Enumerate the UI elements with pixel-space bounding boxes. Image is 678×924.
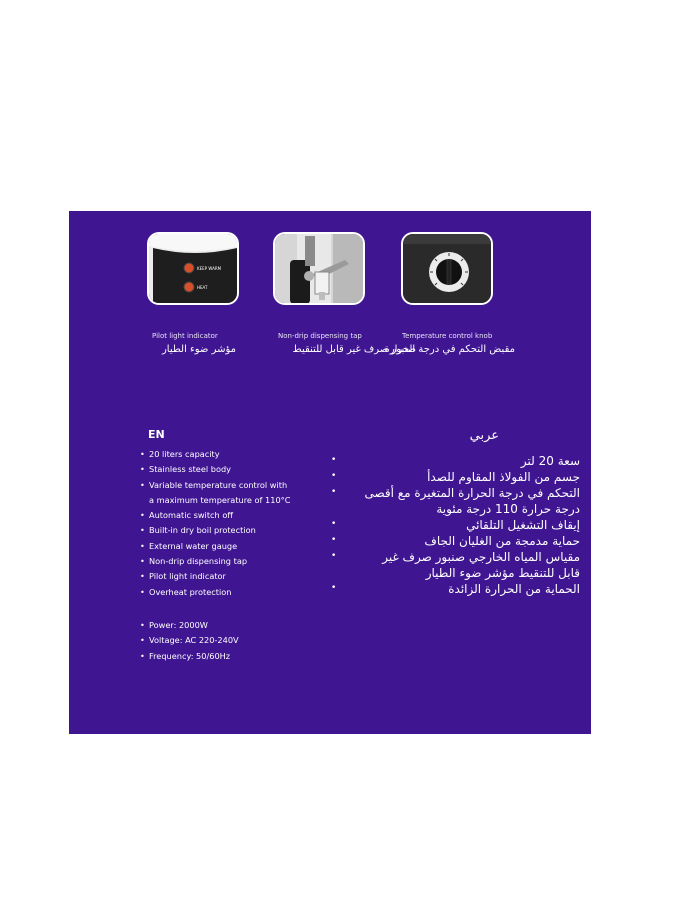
caption-temperature-knob: Temperature control knob <box>402 332 493 340</box>
list-item: إيقاف التشغيل التلقائي <box>466 518 580 532</box>
ar-bullets: • • • • • • • <box>331 455 337 593</box>
list-item: درجة حرارة 110 درجة مئوية <box>436 502 580 516</box>
list-item: • Stainless steel body <box>140 462 290 477</box>
product-feature-panel <box>69 211 591 734</box>
caption-ar-pilot-light: مؤشر ضوء الطيار <box>161 344 236 355</box>
caption-ar-temperature-knob: مقبض التحكم في درجة الحرارة <box>384 344 515 355</box>
dispensing-tap-image <box>273 232 365 305</box>
en-spec-list <box>140 618 239 664</box>
en-heading: EN <box>148 428 165 441</box>
list-item: • 20 liters capacity <box>140 447 290 462</box>
list-item: • Overheat protection <box>140 585 290 600</box>
list-item: قابل للتنقيط مؤشر ضوء الطيار <box>425 566 580 580</box>
en-feature-list <box>140 447 290 600</box>
ar-heading: عربي <box>469 428 499 443</box>
list-item: مقياس المياه الخارجي صنبور صرف غير <box>382 550 580 564</box>
list-item: • Voltage: AC 220-240V <box>140 633 239 648</box>
list-item: الحماية من الحرارة الزائدة <box>448 582 580 596</box>
list-item: • Frequency: 50/60Hz <box>140 649 239 664</box>
list-item: التحكم في درجة الحرارة المتغيرة مع أقصى <box>364 486 580 500</box>
list-item: • External water gauge <box>140 539 290 554</box>
heat-label: HEAT <box>197 285 208 290</box>
caption-ar-dispensing-tap: صنبور صرف غير قابل للتنقيط <box>292 344 416 355</box>
ar-feature-list <box>320 453 580 597</box>
caption-dispensing-tap: Non-drip dispensing tap <box>278 332 362 340</box>
list-item: سعة 20 لتر <box>520 454 580 468</box>
temperature-knob-image <box>401 232 493 305</box>
caption-pilot-light: Pilot light indicator <box>152 332 218 340</box>
list-item: • Pilot light indicator <box>140 569 290 584</box>
keep-warm-label: KEEP WARM <box>197 266 222 271</box>
list-item: • Power: 2000W <box>140 618 239 633</box>
list-item: جسم من الفولاذ المقاوم للصدأ <box>427 470 580 484</box>
list-item: • Non-drip dispensing tap <box>140 554 290 569</box>
list-item: • Variable temperature control with <box>140 478 290 493</box>
list-item: a maximum temperature of 110°C <box>149 494 291 505</box>
list-item: • Built-in dry boil protection <box>140 523 290 538</box>
pilot-light-image <box>147 232 239 305</box>
list-item: • Automatic switch off <box>140 508 290 523</box>
list-item: حماية مدمجة من الغليان الجاف <box>424 534 580 548</box>
